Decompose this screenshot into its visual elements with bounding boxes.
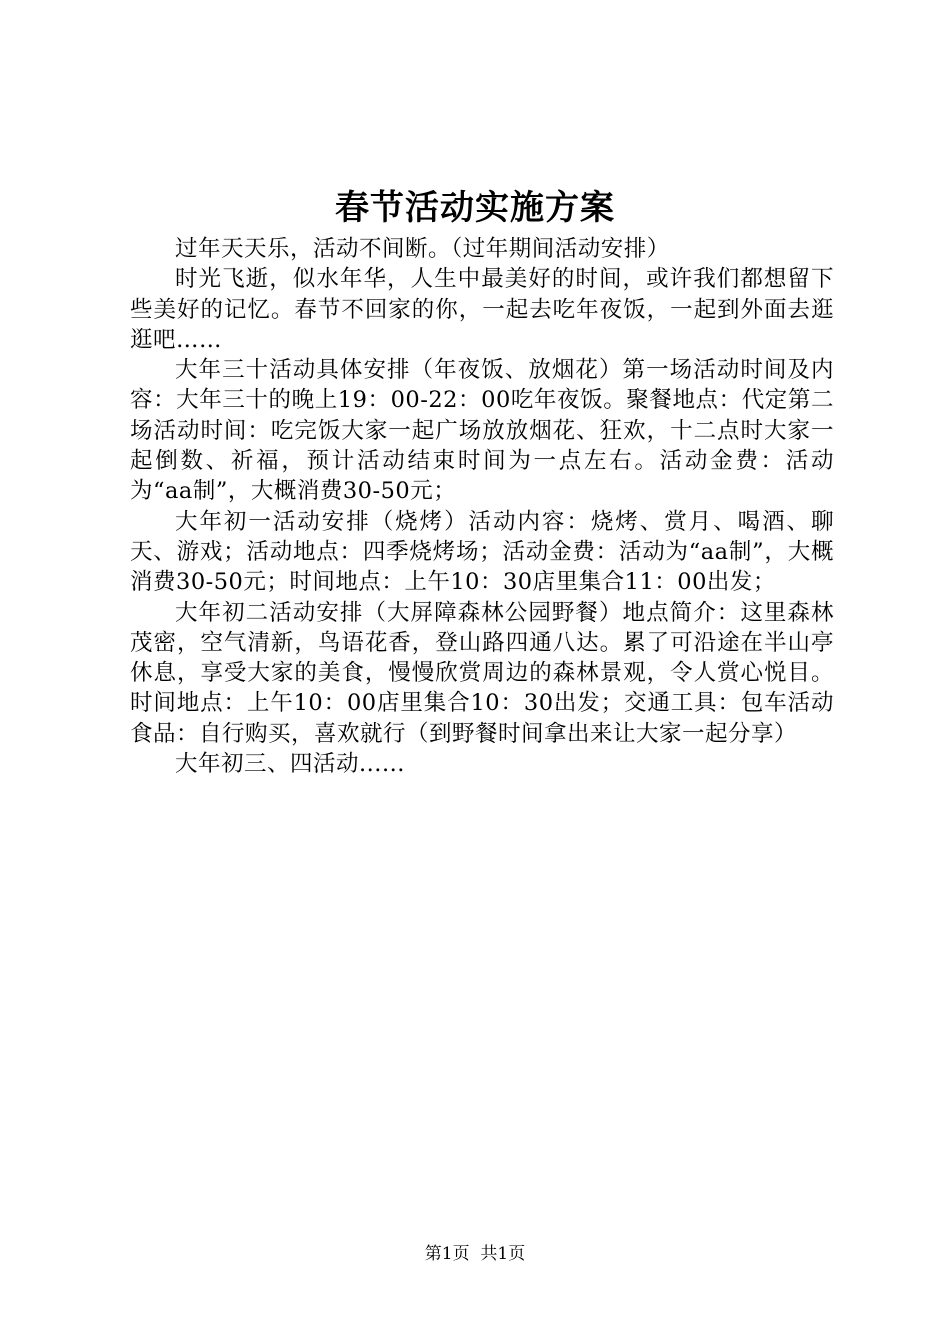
page-footer <box>0 1242 950 1266</box>
document-body <box>130 234 834 779</box>
document-title: 春节活动实施方案 <box>335 188 615 228</box>
paragraph-preface: 时光飞逝，似水年华，人生中最美好的时间，或许我们都想留下些美好的记忆。春节不回家的你，一起去吃年夜饭，一起到外面去逛逛吧…… <box>130 266 834 353</box>
paragraph-intro: 过年天天乐，活动不间断。（过年期间活动安排） <box>175 236 670 262</box>
paragraph-day-three-four: 大年初三、四活动...... <box>175 751 405 778</box>
paragraph-day-one: 大年初一活动安排（烧烤）活动内容：烧烤、赏月、喝酒、聊天、游戏；活动地点：四季烧烤场；活动金费：活动为“aa制”，大概消费30-50元；时间地点：上午10：30店里集合11：00出发； <box>130 508 834 596</box>
paragraph-new-years-eve: 大年三十活动具体安排（年夜饭、放烟花）第一场活动时间及内容：大年三十的晚上19：00-22：00吃年夜饭。聚餐地点：代定第二场活动时间：吃完饭大家一起广场放放烟花、狂欢，十二点时大家一起倒数、祈福，预计活动结束时间为一点左右。活动金费：活动为“aa制”，大概消费30-50元； <box>130 357 834 505</box>
page-number: 第1页 共1页 <box>424 1244 526 1264</box>
paragraph-day-two: 大年初二活动安排（大屏障森林公园野餐）地点简介：这里森林茂密，空气清新，鸟语花香，登山路四通八达。累了可沿途在半山亭休息，享受大家的美食，慢慢欣赏周边的森林景观，令人赏心悦目。时间地点：上午10：00店里集合10：30出发；交通工具：包车活动食品：自行购买，喜欢就行（到野餐时间拿出来让大家一起分享） <box>130 599 834 747</box>
